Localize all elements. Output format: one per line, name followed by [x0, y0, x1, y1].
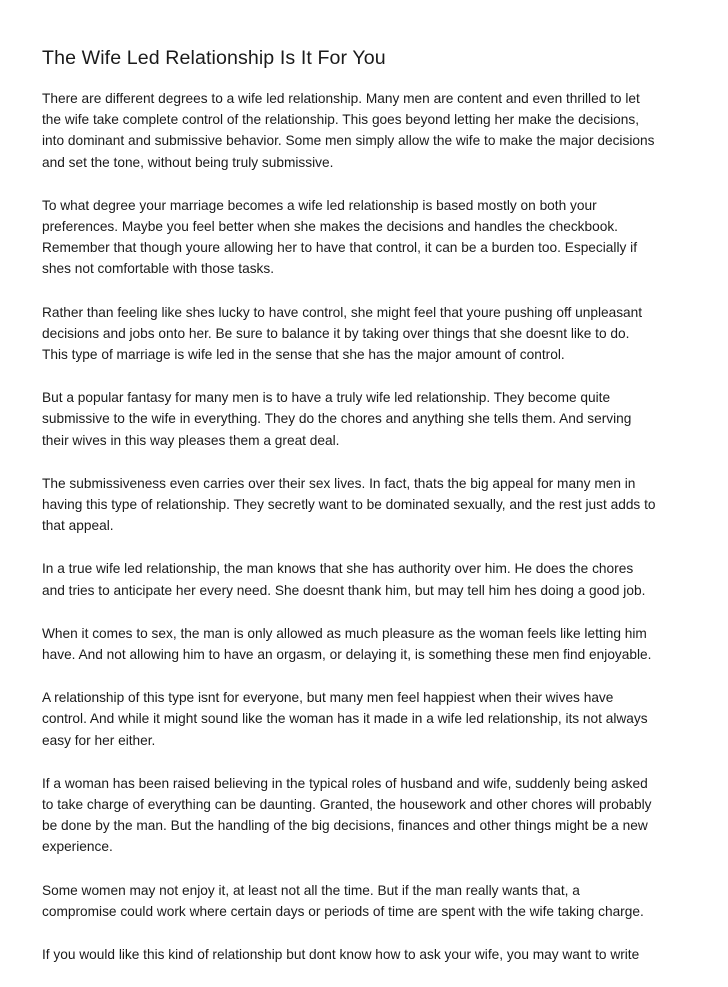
- document-title: The Wife Led Relationship Is It For You: [42, 47, 386, 69]
- paragraph: [42, 195, 694, 280]
- paragraph-line: shes not comfortable with those tasks.: [42, 261, 275, 277]
- paragraph-line: submissive to the wife in everything. They do the chores and anything she tells them. And serving: [42, 411, 632, 427]
- paragraph-line: and set the tone, without being truly submissive.: [42, 154, 334, 170]
- paragraph: [42, 623, 694, 665]
- paragraph: [42, 302, 694, 366]
- paragraph-line: Rather than feeling like shes lucky to have control, she might feel that youre pushing off unpleasant: [42, 304, 643, 320]
- paragraph-line: be done by the man. But the handling of the big decisions, finances and other things might be a new: [42, 818, 648, 834]
- paragraph-line: This type of marriage is wife led in the sense that she has the major amount of control.: [42, 347, 565, 363]
- paragraph-line: In a true wife led relationship, the man knows that she has authority over him. He does the chores: [42, 561, 634, 577]
- paragraph: [42, 473, 694, 537]
- paragraph-line: experience.: [42, 839, 113, 855]
- paragraph: [42, 687, 694, 751]
- paragraph-line: The submissiveness even carries over their sex lives. In fact, thats the big appeal for many men in: [42, 475, 636, 491]
- paragraph-line: compromise could work where certain days or periods of time are spent with the wife taking charge.: [42, 903, 644, 919]
- paragraph-line: that appeal.: [42, 518, 114, 534]
- paragraph-line: If a woman has been raised believing in the typical roles of husband and wife, suddenly being asked: [42, 775, 648, 791]
- paragraph-line: having this type of relationship. They secretly want to be dominated sexually, and the rest just adds to: [42, 497, 656, 513]
- paragraph-line: to take charge of everything can be daunting. Granted, the housework and other chores will probably: [42, 797, 652, 813]
- document-page: [42, 46, 694, 987]
- paragraph-line: control. And while it might sound like the woman has it made in a wife led relationship, its not always: [42, 711, 648, 727]
- paragraph-line: into dominant and submissive behavior. Some men simply allow the wife to make the major decisions: [42, 133, 655, 149]
- paragraph-line: When it comes to sex, the man is only allowed as much pleasure as the woman feels like letting him: [42, 625, 647, 641]
- paragraph-line: Remember that though youre allowing her to have that control, it can be a burden too. Especially if: [42, 240, 637, 256]
- paragraph-line: easy for her either.: [42, 732, 156, 748]
- paragraph: [42, 558, 694, 600]
- paragraph-line: But a popular fantasy for many men is to have a truly wife led relationship. They become quite: [42, 390, 611, 406]
- paragraph-line: their wives in this way pleases them a great deal.: [42, 432, 340, 448]
- paragraph-line: have. And not allowing him to have an orgasm, or delaying it, is something these men find enjoyable.: [42, 647, 652, 663]
- paragraph-line: decisions and jobs onto her. Be sure to balance it by taking over things that she doesnt like to do.: [42, 325, 630, 341]
- paragraph-line: the wife take complete control of the relationship. This goes beyond letting her make the decisions,: [42, 112, 640, 128]
- paragraph-line: and tries to anticipate her every need. She doesnt thank him, but may tell him hes doing a good job.: [42, 582, 646, 598]
- paragraph-line: preferences. Maybe you feel better when she makes the decisions and handles the checkbook.: [42, 219, 618, 235]
- paragraph-line: A relationship of this type isnt for everyone, but many men feel happiest when their wives have: [42, 690, 614, 706]
- paragraph-line: To what degree your marriage becomes a wife led relationship is based mostly on both your: [42, 197, 597, 213]
- paragraph-line: There are different degrees to a wife led relationship. Many men are content and even thrilled to let: [42, 91, 640, 106]
- document-body: [42, 88, 694, 965]
- paragraph: [42, 773, 694, 858]
- paragraph: [42, 944, 694, 965]
- paragraph: [42, 880, 694, 922]
- paragraph: [42, 387, 694, 451]
- paragraph-line: Some women may not enjoy it, at least not all the time. But if the man really wants that, a: [42, 882, 580, 898]
- paragraph-line: If you would like this kind of relationship but dont know how to ask your wife, you may want to write: [42, 947, 640, 963]
- paragraph: [42, 88, 694, 173]
